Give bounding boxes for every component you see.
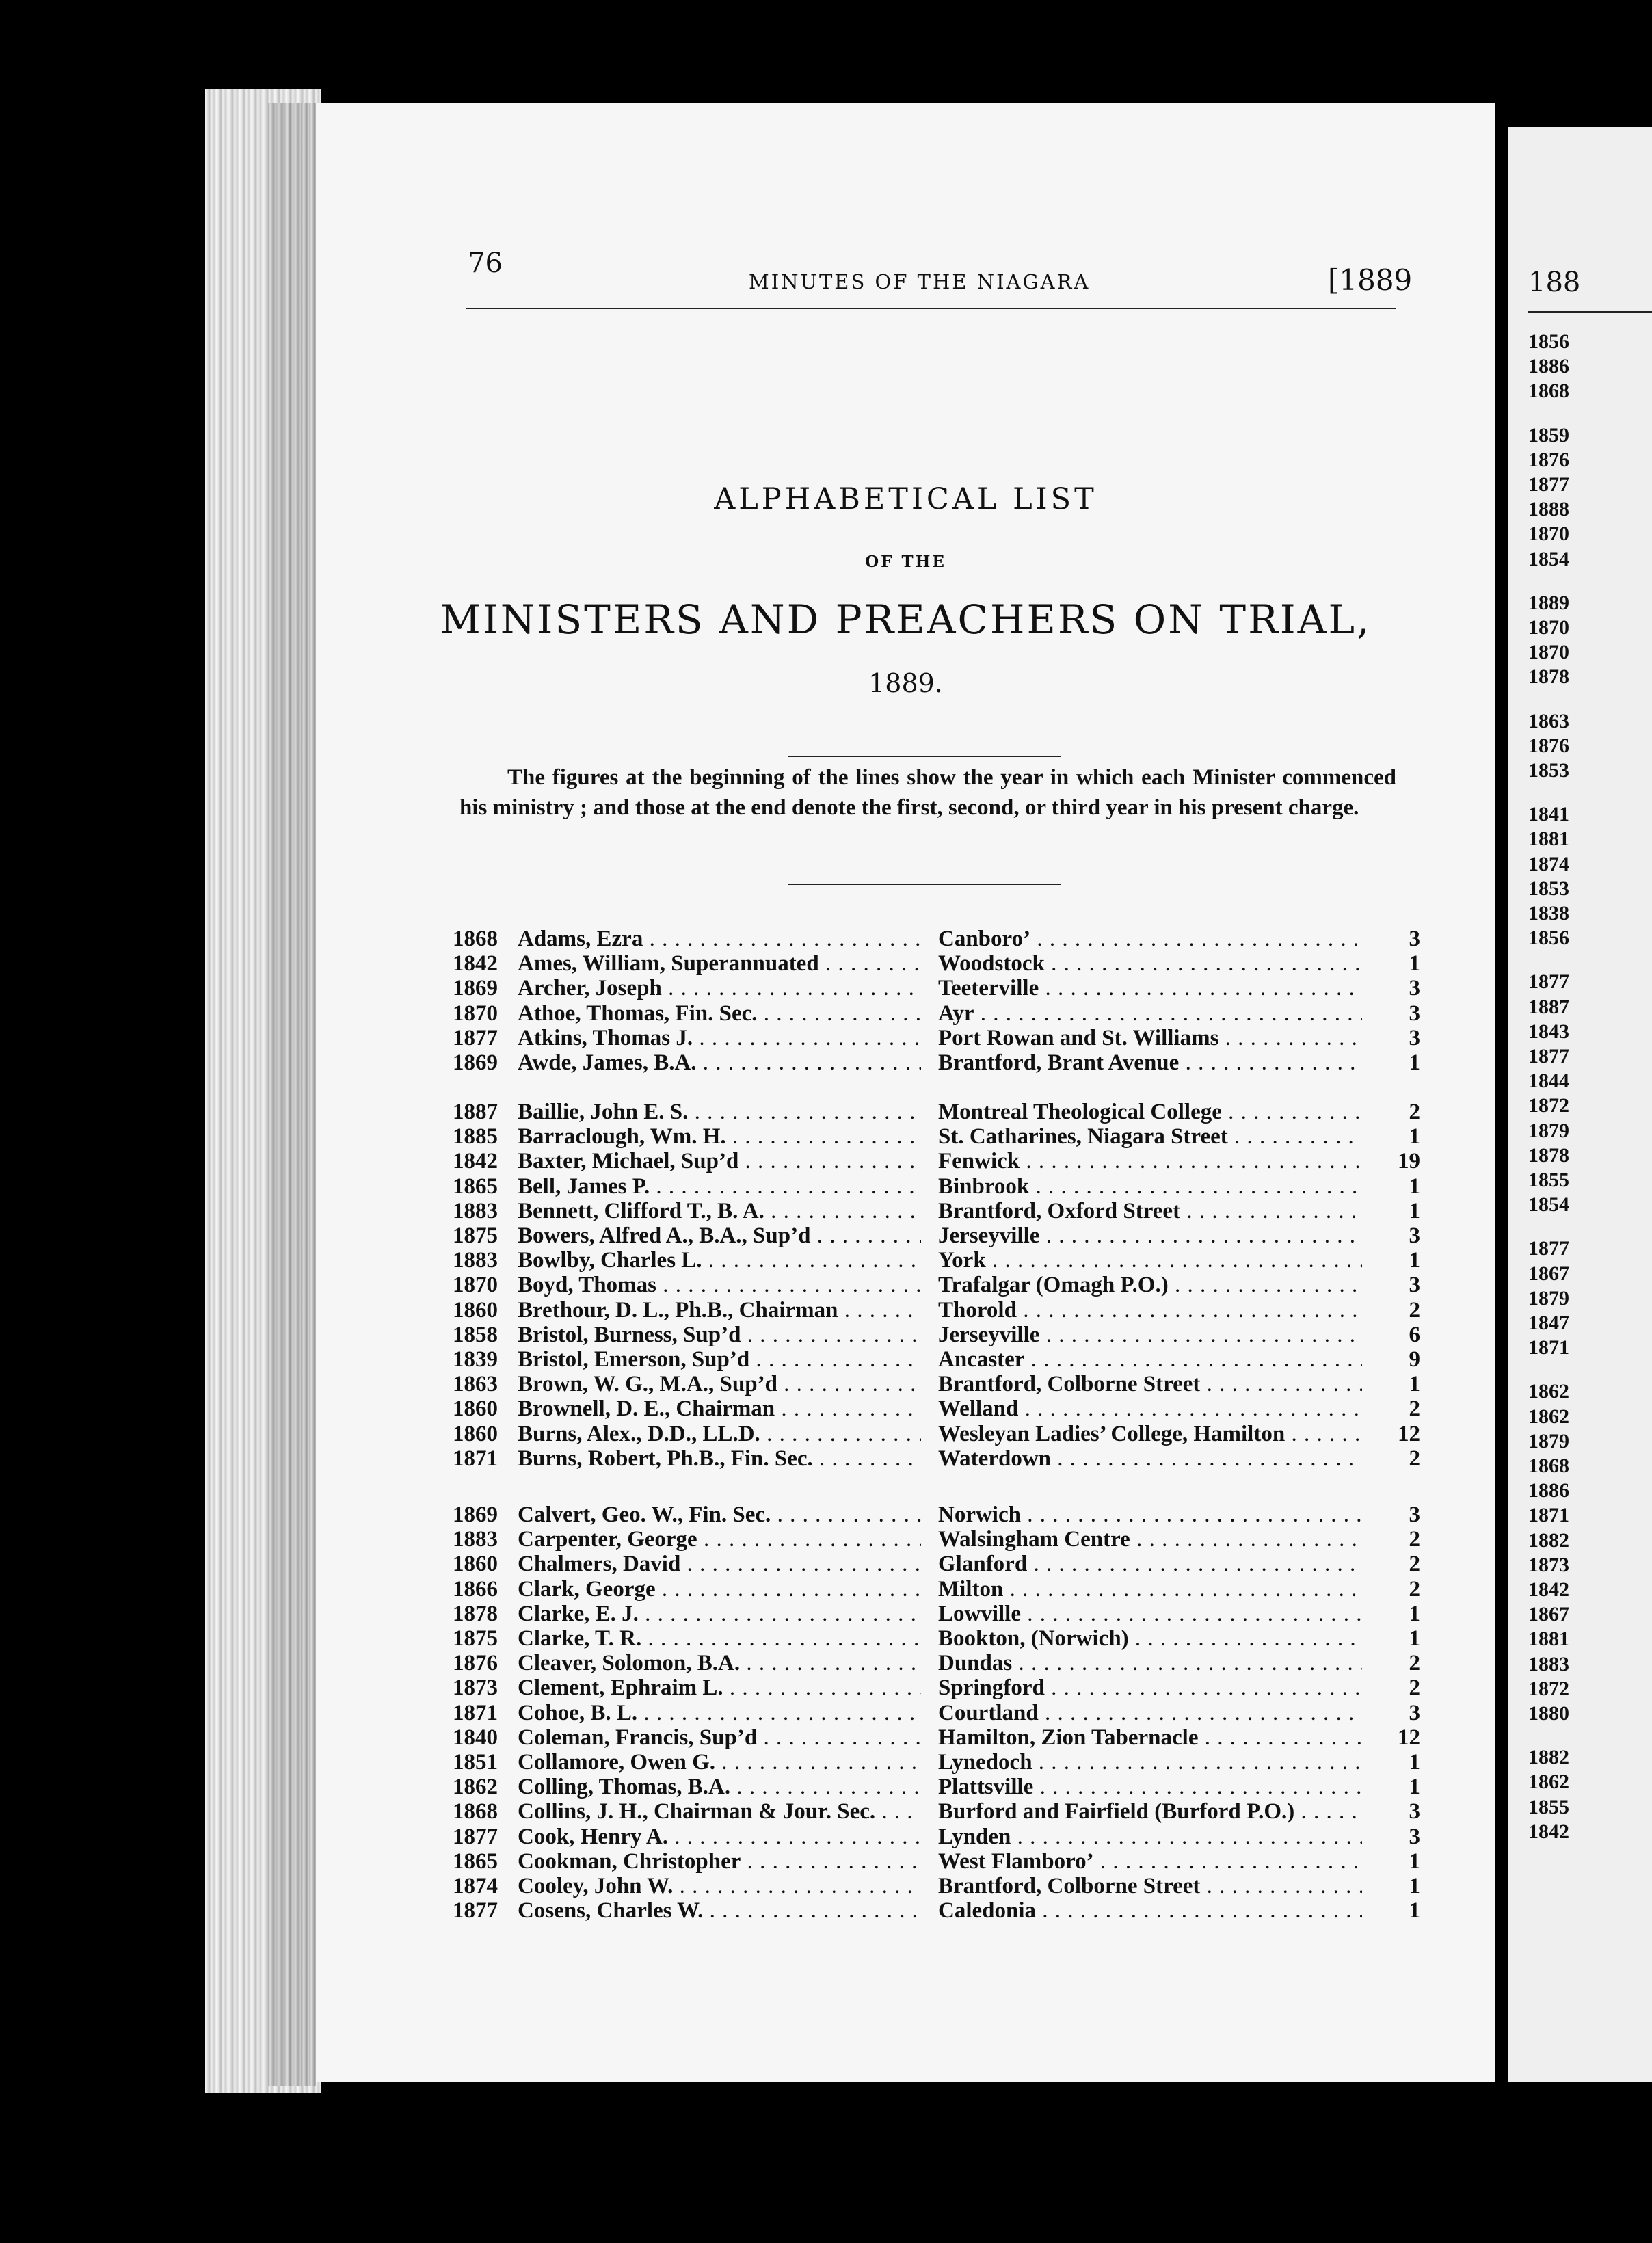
page-stack-shadow [268, 103, 316, 2086]
entry-year: 1883 [453, 1527, 498, 1552]
list-entry [453, 1874, 1424, 1898]
list-entry [453, 1602, 1424, 1626]
entry-years-in-charge: 3 [1409, 927, 1420, 951]
entry-years-in-charge: 2 [1409, 1527, 1420, 1552]
entry-charge: Walsingham Centre . . . [938, 1527, 1362, 1552]
entry-year: 1842 [453, 951, 498, 977]
right-page-year: 1854 [1528, 547, 1569, 570]
right-page-year: 1867 [1528, 1262, 1569, 1285]
right-page-year: 1876 [1528, 734, 1569, 757]
entry-years-in-charge: 2 [1409, 1100, 1420, 1124]
entry-charge: Wesleyan Ladies’ College, Hamilton . . . [938, 1422, 1362, 1446]
entry-years-in-charge: 3 [1409, 1025, 1420, 1050]
entry-years-in-charge: 3 [1409, 976, 1420, 1001]
entry-year: 1878 [453, 1601, 498, 1626]
title-line-2: OF THE [865, 553, 946, 571]
entry-years-in-charge: 1 [1409, 1372, 1420, 1397]
list-entry [453, 927, 1424, 951]
right-page-year: 1838 [1528, 902, 1569, 925]
entry-name: Bennett, Clifford T., B. A. . . . [518, 1199, 921, 1223]
list-entry [453, 1898, 1424, 1923]
entry-charge: Springford . . . [938, 1675, 1362, 1700]
right-page-year: 1878 [1528, 1143, 1569, 1167]
entry-year: 1870 [453, 1000, 498, 1026]
entry-charge: Waterdown . . . [938, 1446, 1362, 1471]
entry-name: Bristol, Burness, Sup’d . . . [518, 1323, 921, 1347]
list-entry [453, 1577, 1424, 1602]
right-page-year: 1872 [1528, 1094, 1569, 1117]
entry-charge: Milton . . . [938, 1577, 1362, 1602]
entry-name: Clarke, T. R. . . . [518, 1626, 921, 1651]
entry-years-in-charge: 1 [1409, 1050, 1420, 1075]
entry-year: 1858 [453, 1322, 498, 1347]
entry-charge: Brantford, Brant Avenue . . . [938, 1050, 1362, 1075]
entry-charge: Jerseyville . . . [938, 1223, 1362, 1248]
right-page-header: 188 [1528, 267, 1581, 298]
list-entry [453, 1372, 1424, 1396]
entry-name: Cooley, John W. . . . [518, 1874, 921, 1898]
entry-years-in-charge: 3 [1409, 1799, 1420, 1824]
entry-name: Collins, J. H., Chairman & Jour. Sec. . . . [518, 1799, 921, 1824]
list-entry [453, 1849, 1424, 1874]
entry-year: 1868 [453, 1799, 498, 1824]
right-page-year: 1859 [1528, 423, 1569, 447]
list-entry [453, 1799, 1424, 1824]
right-page-year: 1889 [1528, 591, 1569, 614]
entry-year: 1860 [453, 1552, 498, 1577]
entry-year: 1865 [453, 1848, 498, 1874]
entry-year: 1870 [453, 1273, 498, 1298]
list-entry [453, 1824, 1424, 1849]
entry-name: Colling, Thomas, B.A. . . . [518, 1775, 921, 1799]
entry-year: 1869 [453, 976, 498, 1001]
entry-charge: Woodstock . . . [938, 951, 1362, 976]
list-entry [453, 976, 1424, 1000]
right-page-year: 1874 [1528, 852, 1569, 875]
right-page-year: 1862 [1528, 1770, 1569, 1794]
list-entry [453, 1323, 1424, 1347]
entry-year: 1876 [453, 1651, 498, 1676]
right-page-year: 1876 [1528, 448, 1569, 471]
entry-years-in-charge: 6 [1409, 1322, 1420, 1347]
entry-year: 1877 [453, 1898, 498, 1924]
entry-years-in-charge: 9 [1409, 1347, 1420, 1372]
list-entry [453, 1100, 1424, 1124]
entry-year: 1869 [453, 1050, 498, 1075]
entry-charge: Brantford, Colborne Street . . . [938, 1874, 1362, 1898]
entry-charge: Lynedoch . . . [938, 1750, 1362, 1775]
right-page-year: 1871 [1528, 1336, 1569, 1359]
entry-charge: Glanford . . . [938, 1552, 1362, 1576]
entry-years-in-charge: 1 [1409, 1124, 1420, 1150]
right-page-year: 1886 [1528, 1479, 1569, 1502]
right-page-year: 1882 [1528, 1528, 1569, 1552]
list-entry [453, 1775, 1424, 1799]
entry-years-in-charge: 3 [1409, 1223, 1420, 1248]
right-page-year: 1855 [1528, 1795, 1569, 1818]
entry-charge: Trafalgar (Omagh P.O.) . . . [938, 1273, 1362, 1297]
list-entry [453, 1626, 1424, 1651]
entry-year: 1871 [453, 1700, 498, 1725]
list-entry [453, 1347, 1424, 1372]
entry-charge: Teeterville . . . [938, 976, 1362, 1000]
right-page-year: 1867 [1528, 1603, 1569, 1626]
entry-charge: Bookton, (Norwich) . . . [938, 1626, 1362, 1651]
list-entry [453, 1446, 1424, 1471]
entry-year: 1860 [453, 1421, 498, 1446]
right-page-year: 1886 [1528, 355, 1569, 378]
right-page-year: 1873 [1528, 1553, 1569, 1576]
entry-name: Cleaver, Solomon, B.A. . . . [518, 1651, 921, 1675]
entry-name: Brownell, D. E., Chairman . . . [518, 1396, 921, 1421]
entry-years-in-charge: 1 [1409, 951, 1420, 977]
title-line-3: MINISTERS AND PREACHERS ON TRIAL, [440, 596, 1372, 643]
entry-name: Bowlby, Charles L. . . . [518, 1248, 921, 1273]
right-page-year: 1841 [1528, 803, 1569, 826]
right-page-year: 1883 [1528, 1652, 1569, 1675]
entry-charge: Dundas . . . [938, 1651, 1362, 1675]
entry-years-in-charge: 1 [1409, 1173, 1420, 1199]
page-number: 76 [468, 248, 503, 279]
note-rule [788, 884, 1061, 885]
entry-years-in-charge: 1 [1409, 1248, 1420, 1273]
list-entry [453, 1725, 1424, 1750]
right-page-year: 1856 [1528, 927, 1569, 950]
entry-years-in-charge: 2 [1409, 1446, 1420, 1471]
entry-years-in-charge: 3 [1409, 1824, 1420, 1849]
right-page-year: 1879 [1528, 1429, 1569, 1452]
list-entry [453, 1527, 1424, 1552]
right-page-year: 1856 [1528, 330, 1569, 353]
entry-charge: West Flamboro’ . . . [938, 1849, 1362, 1874]
list-entry [453, 1675, 1424, 1700]
entry-year: 1860 [453, 1396, 498, 1422]
list-entry [453, 1223, 1424, 1248]
entry-name: Clarke, E. J. . . . [518, 1602, 921, 1626]
entry-name: Baxter, Michael, Sup’d . . . [518, 1149, 921, 1173]
entry-charge: Montreal Theological College . . . [938, 1100, 1362, 1124]
right-page-year: 1878 [1528, 665, 1569, 689]
entry-year: 1875 [453, 1223, 498, 1248]
entry-charge: Courtland . . . [938, 1701, 1362, 1725]
right-page-year: 1879 [1528, 1286, 1569, 1310]
entry-years-in-charge: 3 [1409, 1000, 1420, 1026]
right-page-year: 1877 [1528, 970, 1569, 994]
entry-year: 1860 [453, 1297, 498, 1323]
entry-year: 1869 [453, 1502, 498, 1527]
entry-charge: Canboro’ . . . [938, 927, 1362, 951]
entry-name: Brown, W. G., M.A., Sup’d . . . [518, 1372, 921, 1396]
entry-name: Cosens, Charles W. . . . [518, 1898, 921, 1923]
entry-name: Archer, Joseph . . . [518, 976, 921, 1000]
entry-year: 1842 [453, 1149, 498, 1174]
right-page-year: 1870 [1528, 522, 1569, 546]
list-entry [453, 1026, 1424, 1050]
entry-name: Bristol, Emerson, Sup’d . . . [518, 1347, 921, 1372]
right-page-year: 1844 [1528, 1070, 1569, 1093]
entry-name: Carpenter, George . . . [518, 1527, 921, 1552]
list-entry [453, 1050, 1424, 1075]
entry-charge: Lowville . . . [938, 1602, 1362, 1626]
entry-years-in-charge: 12 [1398, 1421, 1420, 1446]
entry-charge: Caledonia . . . [938, 1898, 1362, 1923]
entry-year: 1865 [453, 1173, 498, 1199]
entry-charge: York . . . [938, 1248, 1362, 1273]
entry-years-in-charge: 19 [1398, 1149, 1420, 1174]
list-entry [453, 1396, 1424, 1421]
entry-name: Bowers, Alfred A., B.A., Sup’d . . . [518, 1223, 921, 1248]
list-entry [453, 1552, 1424, 1576]
entry-years-in-charge: 1 [1409, 1198, 1420, 1223]
entry-charge: Jerseyville . . . [938, 1323, 1362, 1347]
right-page-year: 1871 [1528, 1504, 1569, 1527]
entry-year: 1873 [453, 1675, 498, 1701]
entry-charge: Burford and Fairfield (Burford P.O.) . . . [938, 1799, 1362, 1824]
entry-name: Baillie, John E. S. . . . [518, 1100, 921, 1124]
entry-years-in-charge: 2 [1409, 1651, 1420, 1676]
entry-year: 1883 [453, 1198, 498, 1223]
entry-name: Barraclough, Wm. H. . . . [518, 1124, 921, 1149]
entry-charge: Norwich . . . [938, 1502, 1362, 1527]
entry-years-in-charge: 1 [1409, 1848, 1420, 1874]
entry-years-in-charge: 1 [1409, 1626, 1420, 1651]
entry-name: Cook, Henry A. . . . [518, 1824, 921, 1849]
right-page-year: 1842 [1528, 1578, 1569, 1601]
entry-charge: Welland . . . [938, 1396, 1362, 1421]
entry-year: 1875 [453, 1626, 498, 1651]
list-entry [453, 1750, 1424, 1775]
entry-name: Athoe, Thomas, Fin. Sec. . . . [518, 1001, 921, 1026]
list-entry [453, 1273, 1424, 1297]
entry-name: Cohoe, B. L. . . . [518, 1701, 921, 1725]
right-page-year: 1853 [1528, 759, 1569, 782]
entry-charge: Binbrook . . . [938, 1174, 1362, 1199]
entry-charge: Thorold . . . [938, 1298, 1362, 1323]
right-page-year: 1870 [1528, 616, 1569, 639]
right-page-year: 1862 [1528, 1380, 1569, 1403]
right-page-year: 1879 [1528, 1119, 1569, 1142]
entry-year: 1871 [453, 1446, 498, 1471]
right-page-year: 1868 [1528, 1455, 1569, 1477]
list-entry [453, 1651, 1424, 1675]
entry-years-in-charge: 1 [1409, 1750, 1420, 1775]
left-page [316, 103, 1495, 2082]
entry-years-in-charge: 1 [1409, 1601, 1420, 1626]
running-head-year: [1889 [1328, 263, 1413, 297]
title-line-4: 1889. [868, 668, 943, 698]
entry-charge: Ayr . . . [938, 1001, 1362, 1026]
entry-name: Collamore, Owen G. . . . [518, 1750, 921, 1775]
entry-years-in-charge: 1 [1409, 1874, 1420, 1898]
entry-years-in-charge: 2 [1409, 1576, 1420, 1602]
entry-name: Calvert, Geo. W., Fin. Sec. . . . [518, 1502, 921, 1527]
right-page-year: 1881 [1528, 1628, 1569, 1651]
entry-name: Atkins, Thomas J. . . . [518, 1026, 921, 1050]
entry-charge: Brantford, Oxford Street . . . [938, 1199, 1362, 1223]
entry-name: Awde, James, B.A. . . . [518, 1050, 921, 1075]
entry-name: Brethour, D. L., Ph.B., Chairman . . . [518, 1298, 921, 1323]
right-page-year: 1853 [1528, 877, 1569, 900]
right-page-year: 1868 [1528, 380, 1569, 403]
entry-year: 1887 [453, 1100, 498, 1124]
entry-years-in-charge: 1 [1409, 1775, 1420, 1800]
right-page-year: 1855 [1528, 1169, 1569, 1191]
entry-charge: Hamilton, Zion Tabernacle . . . [938, 1725, 1362, 1750]
entry-name: Burns, Alex., D.D., LL.D. . . . [518, 1422, 921, 1446]
right-page-year: 1877 [1528, 1045, 1569, 1067]
entry-name: Chalmers, David . . . [518, 1552, 921, 1576]
entry-years-in-charge: 2 [1409, 1552, 1420, 1577]
entry-charge: Brantford, Colborne Street . . . [938, 1372, 1362, 1396]
list-entry [453, 1701, 1424, 1725]
right-page-year: 1870 [1528, 641, 1569, 664]
list-entry [453, 1248, 1424, 1273]
right-page-year: 1880 [1528, 1702, 1569, 1725]
entry-name: Boyd, Thomas . . . [518, 1273, 921, 1297]
right-page-year: 1862 [1528, 1405, 1569, 1428]
right-page-year: 1881 [1528, 827, 1569, 851]
running-head: MINUTES OF THE NIAGARA [749, 270, 1091, 293]
entry-years-in-charge: 2 [1409, 1675, 1420, 1701]
entry-charge: Port Rowan and St. Williams . . . [938, 1026, 1362, 1050]
right-page-year: 1842 [1528, 1820, 1569, 1843]
right-page-rule [1528, 311, 1652, 313]
list-entry [453, 1422, 1424, 1446]
entry-name: Ames, William, Superannuated . . . [518, 951, 921, 976]
entry-name: Bell, James P. . . . [518, 1174, 921, 1199]
entry-years-in-charge: 3 [1409, 1502, 1420, 1527]
entry-year: 1874 [453, 1874, 498, 1898]
entry-years-in-charge: 3 [1409, 1273, 1420, 1298]
entry-year: 1863 [453, 1372, 498, 1397]
entry-years-in-charge: 3 [1409, 1700, 1420, 1725]
entry-years-in-charge: 2 [1409, 1396, 1420, 1422]
entry-name: Burns, Robert, Ph.B., Fin. Sec. . . . [518, 1446, 921, 1471]
right-page-year: 1843 [1528, 1020, 1569, 1043]
entry-name: Clark, George . . . [518, 1577, 921, 1602]
list-entry [453, 1298, 1424, 1323]
entry-year: 1885 [453, 1124, 498, 1150]
entry-years-in-charge: 1 [1409, 1898, 1420, 1924]
entry-charge: Lynden . . . [938, 1824, 1362, 1849]
entry-year: 1883 [453, 1248, 498, 1273]
entry-name: Clement, Ephraim L. . . . [518, 1675, 921, 1700]
entry-years-in-charge: 2 [1409, 1297, 1420, 1323]
list-entry [453, 1502, 1424, 1527]
entry-year: 1840 [453, 1725, 498, 1750]
entry-charge: Plattsville . . . [938, 1775, 1362, 1799]
entry-year: 1877 [453, 1824, 498, 1849]
right-page-year: 1872 [1528, 1677, 1569, 1700]
entry-charge: Fenwick . . . [938, 1149, 1362, 1173]
right-page-year: 1847 [1528, 1312, 1569, 1334]
title-rule [788, 756, 1061, 757]
right-page-fragment [1508, 127, 1652, 2082]
right-page-year: 1887 [1528, 995, 1569, 1018]
right-page-year: 1863 [1528, 709, 1569, 732]
header-rule [466, 308, 1396, 309]
title-line-1: ALPHABETICAL LIST [714, 482, 1097, 516]
entry-name: Adams, Ezra . . . [518, 927, 921, 951]
list-entry [453, 1149, 1424, 1173]
entry-years-in-charge: 12 [1398, 1725, 1420, 1750]
right-page-year: 1854 [1528, 1193, 1569, 1217]
explanatory-note: The figures at the beginning of the lines show the year in which each Minister commenced his ministry ; and those at the end denote the first, second, or third year in his present charge. [459, 765, 1396, 820]
right-page-year: 1888 [1528, 498, 1569, 521]
right-page-year: 1877 [1528, 473, 1569, 496]
entry-name: Coleman, Francis, Sup’d . . . [518, 1725, 921, 1750]
list-entry [453, 1174, 1424, 1199]
entry-year: 1868 [453, 927, 498, 951]
entry-charge: St. Catharines, Niagara Street . . . [938, 1124, 1362, 1149]
list-entry [453, 951, 1424, 976]
entry-year: 1851 [453, 1750, 498, 1775]
right-page-year: 1877 [1528, 1237, 1569, 1260]
entry-year: 1877 [453, 1025, 498, 1050]
entry-year: 1862 [453, 1775, 498, 1800]
entry-charge: Ancaster . . . [938, 1347, 1362, 1372]
entry-year: 1866 [453, 1576, 498, 1602]
right-page-year: 1882 [1528, 1746, 1569, 1769]
entry-name: Cookman, Christopher . . . [518, 1849, 921, 1874]
list-entry [453, 1124, 1424, 1149]
entry-year: 1839 [453, 1347, 498, 1372]
list-entry [453, 1001, 1424, 1026]
list-entry [453, 1199, 1424, 1223]
